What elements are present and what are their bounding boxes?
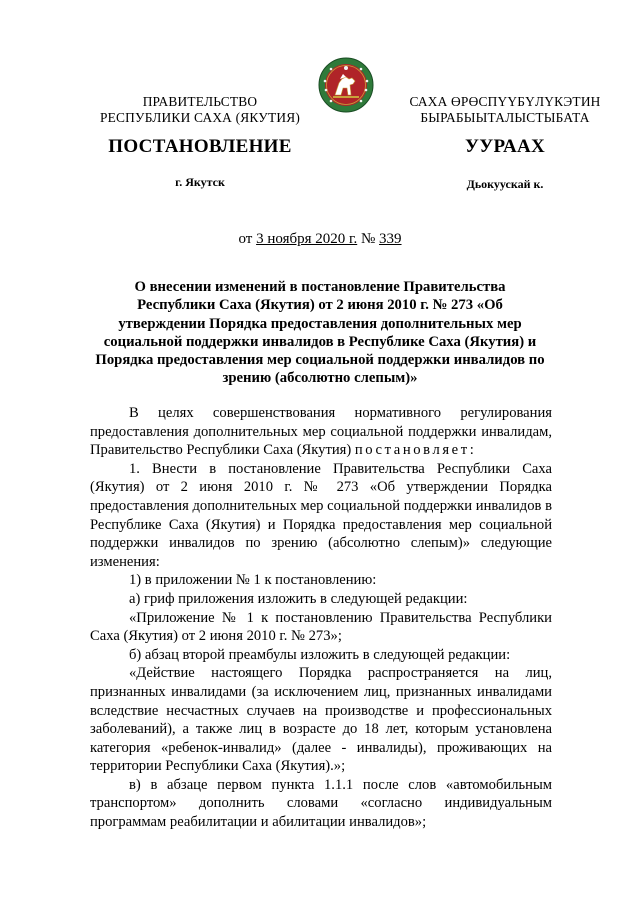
header-line: БЫРАБЫЫТАЛЫСТЫБАТА: [420, 110, 590, 125]
paragraph: а) гриф приложения изложить в следующей редакции:: [129, 590, 468, 607]
document-date: 3 ноября 2020 г.: [256, 231, 358, 247]
document-number: 339: [379, 231, 402, 247]
paragraph: «Приложение № 1 к постановлению Правительства Республики Саха (Якутия) от 2 июня 2010 г. № 273»;: [90, 609, 552, 645]
header-line: САХА ӨРӨСПҮҮБҮЛҮКЭТИН: [409, 94, 601, 109]
document-type-ru: ПОСТАНОВЛЕНИЕ: [108, 136, 292, 157]
header-line: РЕСПУБЛИКИ САХА (ЯКУТИЯ): [100, 110, 300, 125]
date-prefix: от: [238, 231, 257, 247]
paragraph: «Действие настоящего Порядка распространяется на лиц, признанных инвалидами (за исключением лиц, признанных инвалидами вследствие несчастных случаев на производстве и профессиональных заболеваний), а также лиц в возрасте до 18 лет, которым установлена категория «ребенок-инвалид» (далее - инвалиды), проживающих на территории Республики Саха (Якутия).»;: [90, 665, 552, 775]
document-title: О внесении изменений в постановление Правительства Республики Саха (Якутия) от 2 июня 2010 г. № 273 «Об утверждении Порядка предоставления дополнительных мер социальной поддержки инвалидов в Республике Саха (Якутия) и Порядка предоставления мер социальной поддержки инвалидов по зрению (абсолютно слепым)»: [95, 279, 545, 387]
coat-of-arms-emblem: [318, 57, 374, 113]
date-number-line: [0, 231, 640, 248]
paragraph-text: В целях совершенствования нормативного регулирования предоставления дополнительных мер социальной поддержки инвалидам, Правительство Республики Саха (Якутия): [90, 405, 552, 459]
government-header-ru: [80, 94, 320, 126]
decree-word: постановляет:: [354, 442, 477, 459]
paragraph: [90, 404, 552, 460]
city-ru: г. Якутск: [175, 175, 225, 189]
paragraph: б) абзац второй преамбулы изложить в следующей редакции:: [129, 646, 511, 663]
paragraph: в) в абзаце первом пункта 1.1.1 после слов «автомобильным транспортом» дополнить словами «согласно индивидуальным программам реабилитации и абилитации инвалидов»;: [90, 776, 552, 831]
paragraph: 1. Внести в постановление Правительства Республики Саха (Якутия) от 2 июня 2010 г. № 273 «Об утверждении Порядка предоставления дополнительных мер социальной поддержки инвалидов в Республике Саха (Якутия) и Порядка предоставления мер социальной поддержки инвалидов по зрению (абсолютно слепым)» следующие изменения:: [90, 460, 552, 570]
header-line: ПРАВИТЕЛЬСТВО: [142, 94, 258, 109]
government-header-sah: [380, 94, 630, 126]
number-sign: №: [357, 231, 380, 247]
document-body: [90, 404, 552, 832]
paragraph: 1) в приложении № 1 к постановлению:: [129, 572, 377, 589]
city-sah: Дьокуускай к.: [466, 177, 544, 191]
document-type-sah: УУРААХ: [464, 136, 546, 157]
